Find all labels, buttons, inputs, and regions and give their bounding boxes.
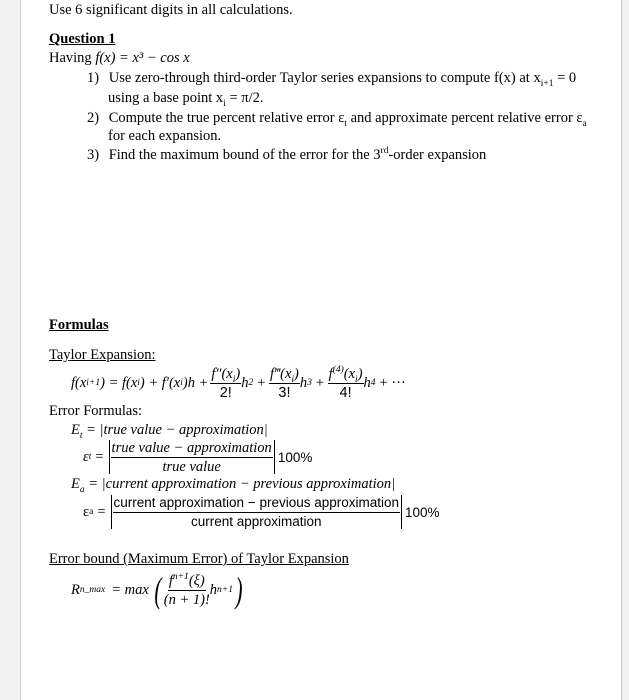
plus-sign: + bbox=[256, 374, 266, 391]
fraction-denominator: 4! bbox=[339, 384, 352, 401]
list-item-1-cont bbox=[108, 90, 263, 107]
formula-lhs: E bbox=[71, 422, 80, 438]
superscript: rd bbox=[380, 146, 389, 157]
taylor-term: )h + bbox=[182, 374, 209, 391]
list-item-1 bbox=[87, 70, 576, 87]
document-page bbox=[20, 0, 622, 700]
fraction-denominator: true value bbox=[162, 458, 221, 475]
h-term: h bbox=[209, 581, 218, 598]
taylor-title: Taylor Expansion: bbox=[49, 347, 156, 363]
percent-factor: 100% bbox=[405, 504, 440, 520]
formula-lhs: R bbox=[71, 581, 80, 598]
list-item-text: Compute the true percent relative error ε bbox=[108, 110, 345, 126]
formulas-title: Formulas bbox=[49, 317, 109, 333]
abs-bar-right bbox=[401, 495, 402, 529]
superscript: (4) bbox=[332, 364, 344, 375]
error-bound-formula: R n_max = max ( $\frac{f^{n+1}(\xi)}{(n + 1)!}$ h n+1 ) bbox=[71, 570, 243, 610]
plus-sign: + bbox=[314, 374, 325, 391]
fraction-denominator: 3! bbox=[278, 384, 291, 401]
fraction-numerator: f‴(x bbox=[270, 365, 292, 382]
subscript: i bbox=[355, 374, 358, 385]
list-item-number: 2) bbox=[87, 110, 100, 126]
second-derivative-fraction: $\frac{f''(x_i)}{2!}$ bbox=[211, 365, 241, 401]
list-item-number: 1) bbox=[87, 70, 100, 86]
taylor-lhs: f(x bbox=[71, 374, 87, 391]
series-ellipsis: + ··· bbox=[379, 374, 406, 391]
subscript: t bbox=[79, 430, 83, 441]
abs-bar-left bbox=[109, 440, 110, 474]
fraction-denominator: (n + 1)! bbox=[163, 591, 210, 608]
approx-relative-error-fraction bbox=[113, 495, 401, 530]
fraction-numerator-tail: (ξ) bbox=[188, 572, 205, 589]
formula-lhs: E bbox=[71, 476, 80, 492]
right-paren: ) bbox=[235, 570, 243, 610]
subscript: i bbox=[291, 374, 295, 385]
fraction-numerator: f bbox=[328, 365, 333, 382]
having-label: Having bbox=[49, 50, 96, 66]
list-item-2-cont: for each expansion. bbox=[108, 128, 222, 144]
bound-fraction bbox=[164, 573, 210, 608]
question-function-line bbox=[49, 50, 190, 67]
subscript: a bbox=[79, 484, 85, 495]
abs-bar-right bbox=[274, 440, 275, 474]
subscript: a bbox=[582, 118, 587, 129]
fraction-numerator: f bbox=[168, 572, 173, 589]
instruction-text: Use 6 significant digits in all calculations. bbox=[49, 2, 293, 18]
h-term: h bbox=[363, 374, 371, 391]
fraction-numerator: true value − approximation bbox=[111, 439, 272, 456]
fraction-denominator: current approximation bbox=[190, 513, 322, 529]
abs-bar-left bbox=[111, 495, 112, 529]
list-item-text: Find the maximum bound of the error for the 3 bbox=[108, 147, 381, 163]
list-item-text-mid: and approximate percent relative error ε bbox=[346, 110, 583, 126]
fraction-denominator: 2! bbox=[219, 384, 232, 401]
list-item-text: Use zero-through third-order Taylor series expansions to compute f(x) at x bbox=[108, 70, 541, 86]
taylor-formula: f(x i+1 ) = f(x i ) + f′(x i )h + $\frac{f''(x_i)}{2!}$ h 2 + $\frac{f‴(x_i)}{3!}$ h 3 + $\frac{f^{(4)}(x_i)}{4!}$ h 4 + ··· bbox=[71, 364, 406, 401]
error-bound-title: Error bound (Maximum Error) of Taylor Expansion bbox=[49, 551, 349, 567]
function-definition: f(x) = x³ − cos x bbox=[95, 50, 190, 66]
relative-error-fraction bbox=[111, 440, 273, 475]
superscript: n+1 bbox=[172, 571, 189, 582]
error-formulas-title: Error Formulas: bbox=[49, 403, 143, 419]
true-error-formula bbox=[71, 422, 268, 439]
list-item-3 bbox=[87, 147, 486, 164]
taylor-term: ) = f(x bbox=[100, 374, 138, 391]
formula-lhs: ε bbox=[83, 448, 89, 465]
max-operator: = max bbox=[111, 581, 149, 598]
list-item-text-tail: = 0 bbox=[553, 70, 577, 86]
fraction-numerator: f″(x bbox=[211, 365, 233, 382]
formula-rhs: = |current approximation − previous approximation| bbox=[88, 476, 396, 492]
percent-factor: 100% bbox=[277, 449, 313, 465]
list-item-2 bbox=[87, 110, 587, 127]
equals-sign: = bbox=[95, 448, 104, 465]
fourth-derivative-fraction: $\frac{f^{(4)}(x_i)}{4!}$ bbox=[328, 364, 363, 401]
subscript: i bbox=[232, 374, 236, 385]
true-relative-error-formula: ε t = $\frac{\text{true value − approximation}}{\text{true value}}$ 100% bbox=[83, 439, 313, 475]
subscript: i+1 bbox=[540, 78, 554, 89]
fraction-numerator-tail: (x bbox=[343, 365, 356, 382]
list-item-number: 3) bbox=[87, 147, 100, 163]
fraction-numerator: current approximation − previous approximation bbox=[113, 495, 401, 513]
list-item-text: using a base point x bbox=[108, 90, 224, 106]
h-term: h bbox=[241, 374, 249, 391]
subscript: i bbox=[223, 98, 226, 109]
question-title: Question 1 bbox=[49, 31, 116, 47]
list-item-text-tail: = π/2. bbox=[225, 90, 264, 106]
third-derivative-fraction: $\frac{f‴(x_i)}{3!}$ bbox=[270, 365, 299, 401]
list-item-text-tail: -order expansion bbox=[388, 147, 487, 163]
equals-sign: = bbox=[97, 503, 106, 520]
left-paren: ( bbox=[154, 570, 162, 610]
formula-rhs: = |true value − approximation| bbox=[86, 422, 268, 438]
approx-error-formula bbox=[71, 476, 395, 493]
h-term: h bbox=[299, 374, 308, 391]
formula-lhs: ε bbox=[83, 503, 90, 520]
subscript: t bbox=[344, 118, 347, 129]
taylor-term: ) + f′(x bbox=[139, 374, 181, 391]
approx-relative-error-formula: ε a = $\frac{\text{current approximation − previous approximation}}{\text{current approximation}}$ 100% bbox=[83, 494, 440, 529]
